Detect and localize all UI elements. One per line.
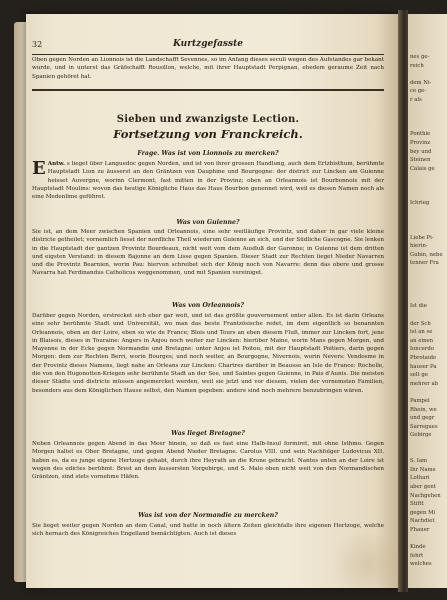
right-page-line: Ioncerdo xyxy=(410,346,434,353)
right-page-line: Nachdiet xyxy=(410,518,435,525)
answer-normandie: Sie lieget weiter gegen Norden an dem Canal, und hatte in noch ältern Zeiten gleichfalls ihre eigenen Hertzoge, welche sich hernach des Königreiches Engelland bemächtigten. Auch ist dieses xyxy=(32,523,384,538)
question-lionnois: Frage. Was ist von Lionnois zu mercken? xyxy=(137,150,279,157)
right-page-line: Nachgehen xyxy=(410,492,441,499)
answer-guienne: Sie ist, an dem Meer zwischen Spanien und Orleannois, eine sehr weitläufige Provintz, und daher in gar viele kleine districte getheilet; vornemlich liesst der nordliche Theil wiederum Guienne an sich, und der Südliche Gascogne. Sie lenken in die Hauptstadt der gantzen Provintz Bourdeaux, nicht weit vom dem Ausfluß der Garonne; in Guienne ist dem dritten und eigsten Verstand: in diesem Bajonne an dem Lisse gegen Spanien. Dieser Stadt zur Rechten lieget Nieder Navarren und die Provintz Bearnien, worin Pau: hiervon schreibet sich der König noch von Navarre: denn das obere und grosse Navarra hat Ferdinandus Catholicus weggenommen, und mit Spanien vereiniget. xyxy=(32,229,384,277)
answer-label: Antw. xyxy=(47,161,65,167)
right-page-line: Stiftt xyxy=(410,501,424,508)
right-page-line: tenner Fra xyxy=(410,260,439,267)
right-page-line: ce ge- xyxy=(410,88,427,95)
right-page-line: Steinen xyxy=(410,157,431,164)
answer-orleannois: Darüber gegen Norden, erstrecket sich eher gar weit, und ist das größte gouvernement unter allen. Es ist darin Orleans eine sehr berühmte Stadt und Universität, wo man das beste Frantzösische redet, im dem eigentlich so benannten Orleannois, oben an der Loire, eben so wie de France; Blois und Tours an eben diesem Fluß, immer zur Lincken fort, jene in Blaisois, dieses in Touraine: Angers in Anjou noch weiter zur Lincken: hierüber Maine, worin Mans gegen Morgen, und Mayenne in der Ecke gegen Normandie und Bretagne: unter Anjou ist Poitou, mit der Hauptstadt Poitiers, darin gegen Morgen: dem zur Rechten Berri, worin Bourges; und noch weiter, an Bourgogne, Nivernois, worin Nevers: Vendosme in der Provintz dieses Namens, liegt nahe an Orleans zur Lincken: Chartres darüber in Beausse an Isle de France: Rochelle, die von den Hugonotten-Kriegen sehr berühmte Stadt an der See, und Saintes gegen Guienne, in Pais d'Aunis. Die meisten dieser Städte und districte müssen angemercket werden, weil sie jetzt und vor diesem, vielen der vornemsten Familien, besonders aus dem Königlichen Hause selbst, den Namen gegeben: andere sind noch mehrere benzubringen wären. xyxy=(32,313,384,394)
right-page xyxy=(408,14,447,588)
right-page-line: r als xyxy=(410,97,422,103)
right-page-line: aber gent xyxy=(410,484,436,490)
right-page-line: dem Ni- xyxy=(410,79,432,86)
page-number: 32 xyxy=(32,40,43,49)
question-normandie: Was ist von der Normandie zu mercken? xyxy=(138,512,278,519)
right-page-line: Rhein, we xyxy=(410,406,437,413)
right-page-line: ist an se xyxy=(410,329,433,336)
right-page-line: Lothari xyxy=(410,475,430,482)
answer-bretagne: Neben Orleannois gegen Abend in das Meer hinein, so daß es fast eine Halb-Insul formiret, mit ohne Isthmo. Gegen Morgen haltet es Ober Bretagne, und gegen Abend Nieder Bretagne. Carolus VIII. und sein Nachfolger Ludovicus XII. haben es, da es junge eigene Hertzoge gehabt, durch ihre Heyrath an die Krone gebracht. Nantes unten an der Loire ist wegen des edictes berühmt: Brest an dem äussersten Vorgebirge, und S. Malo oben nicht weit von den Normandischen Gräntzen, sind stets vornehme Häfen. xyxy=(32,441,384,481)
question-orleannois: Was von Orleannois? xyxy=(172,302,244,309)
right-page-line: Pbrotaide xyxy=(410,355,437,361)
right-page-line: Pampel xyxy=(410,398,430,404)
right-page-line: Calais ge xyxy=(410,165,435,172)
header-rule xyxy=(32,54,384,55)
question-bretagne: Was lieget Bretagne? xyxy=(171,430,245,437)
right-page-line: Sarregues xyxy=(410,423,438,430)
lection-title: Sieben und zwanzigste Lection. xyxy=(116,114,300,125)
right-page-line: gegen Mi xyxy=(410,509,436,516)
right-page-line: welches xyxy=(410,561,432,568)
running-head: Kurtzgefasste xyxy=(173,39,243,49)
right-page-line: Gubin, nebe xyxy=(410,251,443,258)
lection-subtitle: Fortsetzung von Franckreich. xyxy=(113,127,303,141)
right-page-line: hierin- xyxy=(410,243,428,250)
paper-stain xyxy=(326,534,398,588)
right-page-line: nes ge- xyxy=(410,54,430,60)
right-page-line: Ihr Name xyxy=(410,466,436,473)
right-page-line: und gegr xyxy=(410,415,435,422)
right-page-line: selt ge xyxy=(410,372,428,379)
right-page-line: Gebirge xyxy=(410,432,432,439)
right-page-line: Provinz xyxy=(410,140,431,146)
book-gutter xyxy=(398,10,408,592)
answer-lionnois xyxy=(32,160,384,201)
right-page-line: fehrt xyxy=(410,552,424,559)
right-page-line: Ponthie xyxy=(410,131,431,138)
right-page-line: Liebe Pi- xyxy=(410,234,434,241)
answer-text: s lieget über Languedoc gegen Norden, und ist von ihrer grossen Handlung, auch dem Ertzbisthum, berühmte Hauptstadt Lion zu äusserst an den Gräntzen von Dauphine und Bourgogne: der district zur Lincken am Guienne heisset Auvergne, worinn Clermont, fast mitten in der Provinz; oben an Orleannois ist Bourbonnois mit der Hauptstadt Moulins: wovon das heutige Königliche Haus das Haus Bourbon genennet wird, weil es diesen Namen noch als eine Medenlime geführet. xyxy=(32,161,385,201)
right-page-line: Ist die xyxy=(410,303,427,310)
intro-paragraph: Oben gegen Norden an Lionnois ist die Landschafft Sevennes, so im Anfang dieses seculi wegen des Aufstandes gar bekant wurde, und in unterst das Gräfschafft Rousillon, welche, mit ihrer Hauptstadt Perpignan, ehedem geraume Zeit nach Spanien gehöret hat. xyxy=(32,57,384,80)
right-page-line: reich xyxy=(410,62,424,69)
right-page-line: an einen xyxy=(410,337,434,344)
drop-initial: E xyxy=(32,158,46,179)
left-page xyxy=(26,14,398,588)
right-page-line: hauser Pa xyxy=(410,363,437,370)
right-page-line: Fhauer xyxy=(410,527,430,533)
question-guienne: Was von Guienne? xyxy=(176,219,240,226)
right-page-line: Kinde xyxy=(410,544,426,551)
right-page-line: Ichrieg xyxy=(410,200,430,207)
right-page-line: S. Iam xyxy=(410,458,428,465)
right-page-line: bey und xyxy=(410,148,432,155)
page-header xyxy=(32,40,384,54)
section-rule xyxy=(32,89,384,91)
right-page-line: der Sch xyxy=(410,320,431,327)
right-page-line: mehrer ab xyxy=(410,380,439,387)
